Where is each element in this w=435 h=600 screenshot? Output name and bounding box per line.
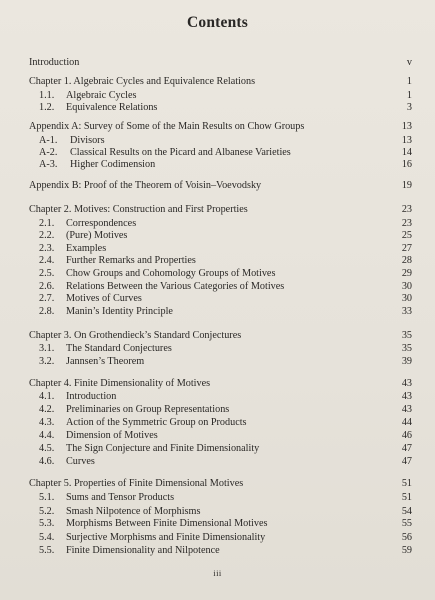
entry-page-number: 43 — [401, 391, 412, 402]
entry-title: Dimension of Motives — [66, 430, 158, 441]
section-number: 3.2. — [39, 356, 55, 367]
entry-title: Examples — [66, 243, 107, 254]
toc-section-entry — [0, 102, 435, 114]
toc-section-entry — [0, 147, 435, 159]
toc-section-entry — [0, 281, 435, 293]
section-number: 1.2. — [39, 102, 55, 113]
section-number: A-2. — [39, 147, 58, 158]
toc-section-entry — [0, 492, 435, 504]
entry-page-number: 39 — [401, 356, 412, 367]
entry-page-number: v — [406, 57, 412, 68]
section-number: 2.4. — [39, 255, 55, 266]
entry-title: Introduction — [66, 391, 117, 402]
toc-heading-entry — [0, 121, 435, 133]
entry-page-number: 3 — [406, 102, 412, 113]
section-number: 1.1. — [39, 90, 55, 101]
toc-section-entry — [0, 343, 435, 355]
toc-heading-entry — [0, 180, 435, 192]
entry-title: Divisors — [70, 135, 105, 146]
entry-page-number: 59 — [401, 545, 412, 556]
section-number: 5.2. — [39, 506, 55, 517]
entry-title: Morphisms Between Finite Dimensional Motives — [66, 518, 268, 529]
toc-heading-entry — [0, 330, 435, 342]
entry-page-number: 1 — [406, 76, 412, 87]
entry-page-number: 13 — [401, 135, 412, 146]
toc-section-entry — [0, 306, 435, 318]
entry-title: Motives of Curves — [66, 293, 142, 304]
toc-section-entry — [0, 218, 435, 230]
entry-page-number: 54 — [401, 506, 412, 517]
entry-page-number: 13 — [401, 121, 412, 132]
entry-title: Surjective Morphisms and Finite Dimensionality — [66, 532, 266, 543]
page-number-footer: iii — [213, 568, 222, 578]
entry-title: Finite Dimensionality and Nilpotence — [66, 545, 220, 556]
entry-title: Curves — [66, 456, 95, 467]
section-number: 4.1. — [39, 391, 55, 402]
toc-section-entry — [0, 293, 435, 305]
entry-page-number: 43 — [401, 378, 412, 389]
entry-title: Chapter 4. Finite Dimensionality of Motives — [29, 378, 211, 389]
toc-section-entry — [0, 243, 435, 255]
entry-page-number: 51 — [401, 478, 412, 489]
entry-title: Classical Results on the Picard and Albanese Varieties — [70, 147, 291, 158]
entry-title: Chapter 2. Motives: Construction and First Properties — [29, 204, 248, 215]
entry-page-number: 46 — [401, 430, 412, 441]
entry-title: Action of the Symmetric Group on Products — [66, 417, 247, 428]
section-number: A-3. — [39, 159, 58, 170]
section-number: 5.1. — [39, 492, 55, 503]
section-number: A-1. — [39, 135, 58, 146]
entry-title: Algebraic Cycles — [66, 90, 137, 101]
entry-title: Relations Between the Various Categories of Motives — [66, 281, 285, 292]
section-number: 5.5. — [39, 545, 55, 556]
entry-title: Chow Groups and Cohomology Groups of Motives — [66, 268, 276, 279]
toc-section-entry — [0, 443, 435, 455]
section-number: 5.4. — [39, 532, 55, 543]
section-number: 2.7. — [39, 293, 55, 304]
toc-heading-entry — [0, 57, 435, 69]
entry-title: Manin’s Identity Principle — [66, 306, 173, 317]
entry-title: The Sign Conjecture and Finite Dimensionality — [66, 443, 260, 454]
entry-page-number: 1 — [406, 90, 412, 101]
entry-title: Appendix A: Survey of Some of the Main Results on Chow Groups — [29, 121, 305, 132]
entry-page-number: 25 — [401, 230, 412, 241]
entry-title: Chapter 5. Properties of Finite Dimensional Motives — [29, 478, 244, 489]
toc-section-entry — [0, 356, 435, 368]
entry-title: Further Remarks and Properties — [66, 255, 196, 266]
entry-page-number: 23 — [401, 204, 412, 215]
toc-section-entry — [0, 518, 435, 530]
section-number: 3.1. — [39, 343, 55, 354]
section-number: 4.3. — [39, 417, 55, 428]
toc-heading-entry — [0, 478, 435, 490]
toc-section-entry — [0, 391, 435, 403]
toc-section-entry — [0, 430, 435, 442]
section-number: 2.5. — [39, 268, 55, 279]
section-number: 4.6. — [39, 456, 55, 467]
toc-section-entry — [0, 506, 435, 518]
section-number: 4.5. — [39, 443, 55, 454]
entry-page-number: 47 — [401, 443, 412, 454]
toc-section-entry — [0, 230, 435, 242]
toc-section-entry — [0, 456, 435, 468]
entry-page-number: 30 — [401, 281, 412, 292]
toc-heading-entry — [0, 76, 435, 88]
entry-page-number: 35 — [401, 343, 412, 354]
entry-page-number: 29 — [401, 268, 412, 279]
toc-heading-entry — [0, 378, 435, 390]
section-number: 5.3. — [39, 518, 55, 529]
entry-title: Correspondences — [66, 218, 137, 229]
entry-page-number: 27 — [401, 243, 412, 254]
entry-title: Appendix B: Proof of the Theorem of Voisin–Voevodsky — [29, 180, 262, 191]
entry-page-number: 35 — [401, 330, 412, 341]
toc-heading-entry — [0, 204, 435, 216]
section-number: 2.8. — [39, 306, 55, 317]
toc-section-entry — [0, 255, 435, 267]
entry-page-number: 44 — [401, 417, 412, 428]
toc-section-entry — [0, 268, 435, 280]
entry-title: Chapter 1. Algebraic Cycles and Equivalence Relations — [29, 76, 256, 87]
entry-title: Preliminaries on Group Representations — [66, 404, 230, 415]
entry-page-number: 47 — [401, 456, 412, 467]
entry-title: Chapter 3. On Grothendieck’s Standard Conjectures — [29, 330, 242, 341]
entry-title: Smash Nilpotence of Morphisms — [66, 506, 201, 517]
section-number: 2.3. — [39, 243, 55, 254]
entry-page-number: 23 — [401, 218, 412, 229]
entry-title: (Pure) Motives — [66, 230, 128, 241]
entry-page-number: 28 — [401, 255, 412, 266]
entry-page-number: 56 — [401, 532, 412, 543]
entry-title: Introduction — [29, 57, 80, 68]
entry-title: The Standard Conjectures — [66, 343, 172, 354]
entry-title: Higher Codimension — [70, 159, 156, 170]
entry-page-number: 14 — [401, 147, 412, 158]
section-number: 2.6. — [39, 281, 55, 292]
entry-page-number: 51 — [401, 492, 412, 503]
section-number: 4.4. — [39, 430, 55, 441]
entry-page-number: 16 — [401, 159, 412, 170]
entry-page-number: 19 — [401, 180, 412, 191]
toc-section-entry — [0, 135, 435, 147]
toc-section-entry — [0, 417, 435, 429]
entry-page-number: 55 — [401, 518, 412, 529]
toc-section-entry — [0, 532, 435, 544]
section-number: 2.1. — [39, 218, 55, 229]
toc-section-entry — [0, 90, 435, 102]
entry-page-number: 43 — [401, 404, 412, 415]
toc-section-entry — [0, 545, 435, 557]
section-number: 4.2. — [39, 404, 55, 415]
toc-section-entry — [0, 159, 435, 171]
entry-page-number: 30 — [401, 293, 412, 304]
entry-title: Sums and Tensor Products — [66, 492, 175, 503]
section-number: 2.2. — [39, 230, 55, 241]
page-title: Contents — [186, 14, 249, 31]
entry-page-number: 33 — [401, 306, 412, 317]
toc-section-entry — [0, 404, 435, 416]
entry-title: Jannsen’s Theorem — [66, 356, 145, 367]
entry-title: Equivalence Relations — [66, 102, 158, 113]
